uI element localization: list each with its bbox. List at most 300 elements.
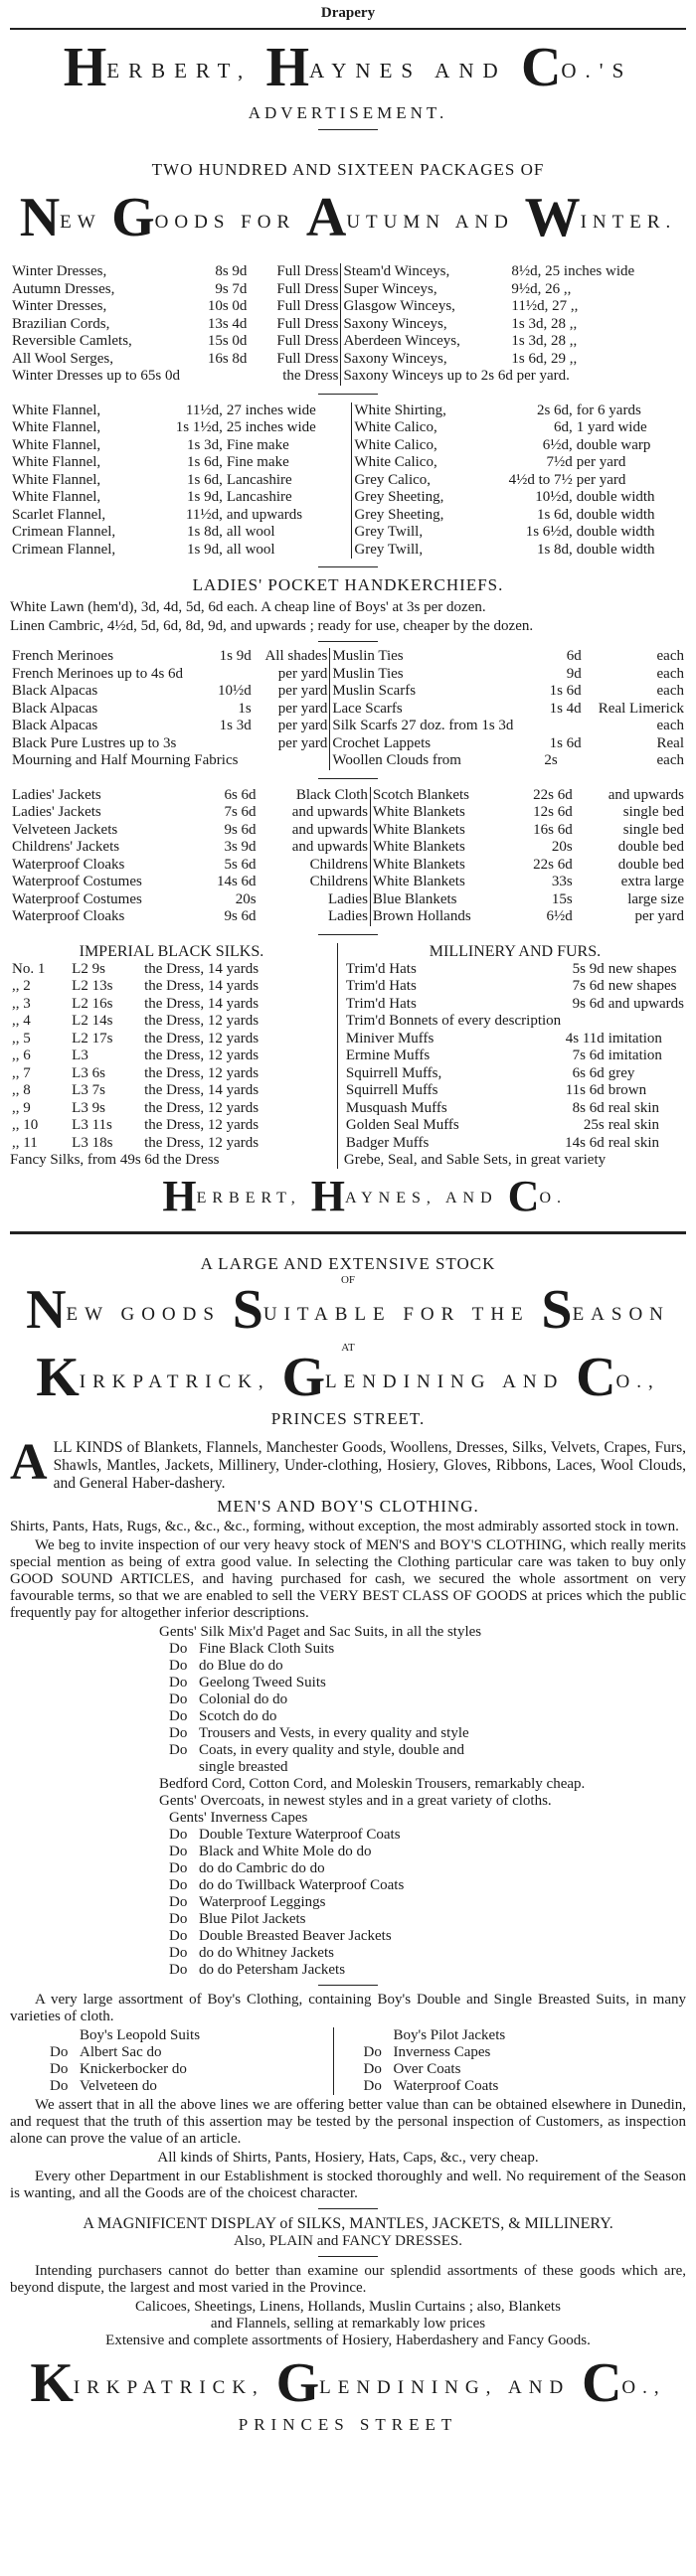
jackets-table — [10, 787, 686, 926]
cell: 1s 3d — [219, 718, 252, 733]
cell: new shapes — [608, 978, 677, 994]
cell: and upwards — [608, 995, 684, 1012]
cell: ,, 2 — [12, 978, 31, 994]
cell: 22s 6d — [533, 786, 573, 803]
section-tag: Drapery — [320, 5, 376, 21]
overcoats-line: Gents' Overcoats, in newest styles and in a great variety of cloths. — [159, 1793, 552, 1809]
list-item — [169, 1928, 686, 1945]
table-row — [344, 996, 686, 1014]
cell: 1s 8d, — [536, 541, 573, 558]
item-text: Double Breasted Beaver Jackets — [199, 1928, 392, 1944]
cell: 7½d — [546, 454, 573, 470]
table-row — [10, 298, 686, 316]
cell: Brown Hollands — [372, 908, 471, 924]
divider — [318, 2256, 378, 2257]
cell: White Flannel, — [12, 471, 101, 488]
divider — [318, 641, 378, 642]
item-text: Boy's Leopold Suits — [80, 2027, 201, 2043]
cell: extra large — [620, 874, 684, 889]
table-row — [10, 752, 686, 770]
cell: imitation — [608, 1030, 662, 1046]
cell: 1s 6d, 29 ,, — [511, 350, 578, 367]
dropcap: A — [10, 1434, 48, 1491]
table-row — [10, 281, 686, 299]
cell: Miniver Muffs — [345, 1030, 435, 1046]
table-row — [10, 857, 686, 875]
cell: and upwards — [259, 839, 371, 857]
cell: 9s 6d — [224, 821, 257, 838]
cell: the Dress, 14 yards — [144, 1082, 260, 1098]
cell: double bed — [617, 856, 684, 873]
cell: 6s 6d — [572, 1064, 605, 1081]
banner-cap: C — [581, 2352, 622, 2414]
cell: each — [656, 718, 684, 733]
signature-cap: C — [507, 1172, 540, 1220]
table-row — [10, 874, 686, 891]
cell: Ermine Muffs — [345, 1047, 431, 1063]
cell: the Dress, 14 yards — [144, 960, 260, 977]
table-row — [344, 978, 686, 996]
table-row — [10, 648, 686, 666]
millinery-column — [338, 943, 686, 1170]
cell: Squirrell Muffs, — [345, 1064, 442, 1081]
cell: Ladies — [259, 908, 371, 926]
divider — [318, 394, 378, 395]
cell: French Merinoes — [12, 648, 114, 664]
handkerchief-line: White Lawn (hem'd), 3d, 4d, 5d, 6d each. A cheap line of Boys' at 3s per dozen. — [10, 599, 486, 615]
cell: White Flannel, — [12, 454, 101, 470]
mens-paragraph: We beg to invite inspection of our very heavy stock of MEN'S and BOY'S CLOTHING, which really merits special mention as being of extra good value. In selecting the Clothing particular care was taken to buy only GOOD SOUND ARTICLES, and having purchased for cash, we secured the whole assortment on very favourable terms, so that we are enabled to sell the VERY BEST CLASS OF GOODS at prices which the public frequently pay for altogether inferior descriptions. — [10, 1537, 686, 1621]
cell: and upwards — [259, 822, 371, 840]
table-row — [10, 735, 686, 753]
banner-word: O., — [615, 1371, 660, 1392]
cell: 9d — [566, 665, 582, 682]
divider — [318, 2208, 378, 2209]
new-goods-banner — [10, 186, 686, 249]
table-row — [10, 1013, 333, 1031]
suits-list — [10, 1624, 686, 1776]
cell: Grey Sheeting, — [354, 506, 444, 523]
cell: ,, 10 — [12, 1117, 39, 1133]
table-row — [344, 1013, 686, 1031]
banner-cap: K — [36, 1347, 80, 1408]
cell: 11½d, 27 ,, — [511, 298, 579, 314]
cell: real skin — [608, 1099, 659, 1116]
cell: 9s 7d — [215, 280, 248, 297]
banner-cap: H — [265, 37, 310, 98]
list-item — [364, 2044, 647, 2061]
cell: 10½d, — [535, 489, 573, 505]
firm-end-banner — [10, 2351, 686, 2415]
cell: double width — [576, 506, 655, 523]
item-text: Blue Pilot Jackets — [199, 1911, 306, 1927]
cell: Waterproof Costumes — [12, 890, 142, 907]
banner-cap: S — [232, 1279, 263, 1341]
cell: ,, 3 — [12, 995, 31, 1012]
cell: 1s 3d, 28 ,, — [511, 315, 578, 332]
boys-left-list — [50, 2027, 334, 2095]
cell: Woollen Clouds from — [332, 752, 461, 768]
cell: 25s — [583, 1117, 605, 1133]
cell: 1s 6d, — [187, 454, 223, 470]
banner-cap: C — [520, 37, 562, 98]
newspaper-page — [10, 0, 686, 2435]
cell: each — [656, 648, 684, 664]
cell: Squirrell Muffs — [345, 1082, 438, 1098]
cell — [542, 718, 583, 735]
cell: 16s 6d — [533, 821, 573, 838]
banner-cap: C — [576, 1347, 616, 1408]
cell: L3 6s — [72, 1064, 105, 1081]
cell: Lancashire — [225, 489, 352, 507]
cell: Mourning and Half Mourning Fabrics — [10, 752, 330, 770]
list-item — [169, 1725, 686, 1742]
cell: White Blankets — [372, 856, 465, 873]
banner-cap: N — [26, 1279, 67, 1341]
cell: Super Winceys, — [343, 280, 437, 297]
cell: All shades — [254, 648, 330, 666]
cell: 2s 6d, — [536, 402, 573, 418]
cell: 14s 6d — [216, 874, 257, 889]
cell: Ladies — [259, 891, 371, 909]
cell: 7s 6d — [572, 1047, 605, 1063]
banner-word: UTUMN AND — [346, 212, 514, 233]
cell: each — [656, 665, 684, 682]
boys-paragraph: A very large assortment of Boy's Clothing, containing Boy's Double and Single Breasted Suits, in many varieties of cloth. — [10, 1992, 686, 2024]
cell: Aberdeen Winceys, — [343, 333, 460, 349]
table-row — [10, 839, 686, 857]
cell: Golden Seal Muffs — [345, 1117, 459, 1133]
millinery-last: Grebe, Seal, and Sable Sets, in great variety — [343, 1152, 607, 1168]
cell: 4s 11d — [565, 1030, 605, 1046]
table-row — [10, 1082, 333, 1100]
table-row — [10, 996, 333, 1014]
cell: L3 7s — [72, 1082, 105, 1098]
ad1-signature — [10, 1171, 686, 1221]
banner-word: OODS FOR — [154, 212, 296, 233]
street-label: PRINCES STREET. — [270, 1409, 426, 1428]
cell: Trim'd Bonnets of every description — [345, 1013, 562, 1029]
cell: 1s 9d, — [187, 489, 223, 505]
banner-word: UITABLE FOR THE — [262, 1304, 530, 1325]
cell: Lace Scarfs — [332, 700, 403, 717]
banner-cap: H — [63, 37, 107, 98]
cell: 1s 6½d, — [525, 524, 573, 540]
cell: Full Dress — [249, 298, 341, 316]
banner-cap: W — [524, 187, 581, 248]
ditto-mark: Do — [169, 1860, 188, 1876]
cell: 25 inches wide — [225, 419, 352, 437]
cell: Blue Blankets — [372, 890, 457, 907]
ditto-mark: Do — [169, 1877, 188, 1893]
also-line: Also, PLAIN and FANCY DRESSES. — [233, 2233, 463, 2249]
cell: Full Dress — [249, 316, 341, 334]
cell: White Blankets — [372, 804, 465, 820]
cell: Crimean Flannel, — [12, 524, 116, 540]
handkerchiefs-heading: LADIES' POCKET HANDKERCHIEFS. — [192, 575, 504, 594]
item-text: Double Texture Waterproof Coats — [199, 1827, 401, 1843]
list-item — [364, 2027, 647, 2044]
shirts-line: All kinds of Shirts, Pants, Hosiery, Hats, Caps, &c., very cheap. — [157, 2150, 539, 2166]
banner-word: EW GOODS — [66, 1304, 221, 1325]
ditto-mark: Do — [169, 1691, 188, 1707]
cell: 1s 6d, — [187, 471, 223, 488]
packages-heading: TWO HUNDRED AND SIXTEEN PACKAGES OF — [151, 160, 545, 179]
cell: Childrens — [259, 857, 371, 875]
cell: White Calico, — [354, 419, 437, 435]
of-label: OF — [340, 1274, 356, 1286]
cell: per yard — [254, 683, 330, 701]
cell: double width — [576, 524, 655, 540]
item-text: Geelong Tweed Suits — [199, 1675, 326, 1690]
street-end-label: PRINCES STREET — [238, 2415, 458, 2434]
list-item — [169, 1742, 686, 1759]
cell: Fine make — [225, 454, 352, 472]
new-goods-suitable-banner — [10, 1278, 686, 1342]
cell: brown — [608, 1082, 647, 1098]
cell: Grey Sheeting, — [354, 489, 444, 505]
cell: Black Alpacas — [12, 700, 98, 717]
firm-banner — [10, 1346, 686, 1409]
table-row — [10, 351, 686, 369]
merinos-table — [10, 648, 686, 770]
divider — [10, 1231, 686, 1234]
table-row — [10, 368, 686, 386]
list-item — [169, 1691, 686, 1708]
cell: 11½d, — [185, 402, 223, 418]
millinery-table — [344, 961, 686, 1153]
cell: White Flannel, — [12, 402, 101, 418]
cell: White Calico, — [354, 454, 437, 470]
cell: 9s 6d — [224, 908, 257, 924]
banner-word: O.'S — [561, 59, 633, 82]
item-text: Trousers and Vests, in every quality and style — [199, 1725, 469, 1741]
cell: 5s 6d — [224, 856, 257, 873]
table-row — [10, 333, 686, 351]
table-row — [344, 1100, 686, 1118]
cell: Ladies' Jackets — [12, 804, 101, 820]
divider — [318, 778, 378, 779]
banner-cap: K — [30, 2352, 74, 2414]
millinery-heading: MILLINERY AND FURS. — [429, 942, 602, 960]
cell: real skin — [608, 1134, 659, 1151]
cell: L3 18s — [72, 1134, 113, 1151]
list-item — [169, 1827, 686, 1844]
cell: the Dress, 12 yards — [144, 1117, 260, 1133]
cell: ,, 5 — [12, 1030, 31, 1046]
cell: single bed — [622, 821, 684, 838]
cell: and upwards — [225, 507, 352, 525]
cell: 1s 9d, — [187, 541, 223, 558]
cell: Crimean Flannel, — [12, 541, 116, 558]
table-row — [10, 472, 686, 490]
cell: the Dress, 14 yards — [144, 995, 260, 1012]
table-row — [10, 1100, 333, 1118]
cell: L2 17s — [72, 1030, 113, 1046]
cell: and upwards — [259, 804, 371, 822]
cell: each — [656, 752, 684, 768]
cell: 1s 6d — [549, 683, 582, 699]
banner-word: INTER. — [580, 212, 677, 233]
banner-word: O., — [621, 2377, 666, 2398]
cell: 16s 8d — [207, 350, 248, 367]
banner-word: LENDINING, AND — [319, 2377, 571, 2398]
table-row — [10, 524, 686, 542]
cell: the Dress — [249, 368, 341, 386]
banner-word: ERBERT, — [106, 59, 253, 82]
cell: 1s 8d, — [187, 524, 223, 540]
divider — [318, 566, 378, 567]
item-text: Scotch do do — [199, 1708, 277, 1724]
cell: Childrens' Jackets — [12, 839, 120, 855]
cell: Winter Dresses, — [12, 298, 107, 314]
cell: 10½d — [217, 683, 252, 699]
cell: the Dress, 12 yards — [144, 1030, 260, 1046]
banner-word: LENDINING AND — [325, 1371, 565, 1392]
table-row — [344, 1135, 686, 1153]
cell: 6s 6d — [224, 786, 257, 803]
item-text: Waterproof Coats — [393, 2078, 499, 2094]
cell: White Flannel, — [12, 489, 101, 505]
cell: L3 — [72, 1047, 88, 1063]
cell: 15s — [551, 890, 573, 907]
cell: Grey Twill, — [354, 524, 424, 540]
signature-cap: H — [162, 1172, 197, 1220]
cell: 1s 9d — [219, 648, 252, 664]
cell: 7s 6d — [572, 978, 605, 994]
list-item — [50, 2044, 333, 2061]
ditto-mark: Do — [169, 1928, 188, 1944]
cell: Musquash Muffs — [345, 1099, 447, 1116]
cell: per yard — [254, 718, 330, 735]
table-row — [344, 961, 686, 979]
cell: Childrens — [259, 874, 371, 891]
item-text: do do Cambric do do — [199, 1860, 325, 1876]
cell: Saxony Winceys, — [343, 350, 447, 367]
cell: White Shirting, — [354, 402, 446, 418]
ditto-mark: Do — [50, 2078, 69, 2094]
ditto-mark: Do — [50, 2044, 69, 2060]
dresses-table — [10, 263, 686, 386]
banner-word: IRKPATRICK, — [79, 1371, 270, 1392]
handkerchief-line: Linen Cambric, 4½d, 5d, 6d, 8d, 9d, and upwards ; ready for use, cheaper by the dozen. — [10, 618, 534, 634]
cell: ,, 8 — [12, 1082, 31, 1098]
list-item — [364, 2061, 647, 2078]
cell: Winter Dresses up to 65s 0d — [12, 368, 180, 384]
list-item — [169, 1911, 686, 1928]
table-row — [344, 1065, 686, 1083]
table-row — [344, 1082, 686, 1100]
cell: 3s 9d — [224, 839, 257, 855]
capes-list — [10, 1810, 686, 1979]
cell: 1s 1½d, — [175, 419, 223, 435]
cell: 6d — [566, 648, 582, 664]
cell: 1s 3d, — [187, 436, 223, 453]
signature-word: O. — [539, 1190, 567, 1207]
silks-table — [10, 961, 333, 1153]
display-line: A MAGNIFICENT DISPLAY of SILKS, MANTLES, JACKETS, & MILLINERY. — [83, 2215, 613, 2232]
cell: Waterproof Cloaks — [12, 856, 125, 873]
ditto-mark: Do — [169, 1911, 188, 1927]
item-text: Colonial do do — [199, 1691, 288, 1707]
cell: Velveteen Jackets — [12, 821, 118, 838]
banner-cap: S — [541, 1279, 573, 1341]
cell: 8½d, 25 inches wide — [511, 263, 635, 279]
list-item — [169, 1675, 686, 1691]
table-row — [10, 1117, 333, 1135]
cell: Full Dress — [249, 333, 341, 351]
item-text: Waterproof Leggings — [199, 1894, 326, 1910]
flannels-line: and Flannels, selling at remarkably low prices — [210, 2316, 486, 2332]
cell: Real Limerick — [598, 700, 684, 717]
banner-word: EASON — [572, 1304, 670, 1325]
cell: 1s — [238, 700, 252, 717]
item-text: Coats, in every quality and style, double and — [199, 1742, 465, 1758]
suits-heading: Gents' Silk Mix'd Paget and Sac Suits, in all the styles — [159, 1624, 482, 1640]
cell: per yard — [576, 454, 626, 470]
cell: White Flannel, — [12, 436, 101, 453]
table-row — [10, 718, 686, 735]
cell: 12s 6d — [533, 804, 573, 820]
cell: the Dress, 12 yards — [144, 1013, 260, 1029]
cell: 9½d, 26 ,, — [511, 280, 572, 297]
cell: L2 9s — [72, 960, 105, 977]
kinds-text: LL KINDS of Blankets, Flannels, Manchester Goods, Woollens, Dresses, Silks, Velvets, Crapes, Furs, Shawls, Mantles, Jackets, Millinery, Under-clothing, Hosiery, Gloves, Ribbons, Laces, Wool Clouds, and General Haber-dashery. — [53, 1439, 686, 1492]
cell: 20s — [551, 839, 573, 855]
cell: Saxony Winceys up to 2s 6d per yard. — [343, 368, 570, 384]
cell: per yard — [576, 471, 626, 488]
cell: ,, 11 — [12, 1134, 38, 1151]
cell: single bed — [622, 804, 684, 820]
cell: 20s — [235, 890, 257, 907]
flannels-table — [10, 402, 686, 560]
cell: Winter Dresses, — [12, 263, 107, 279]
cell: 27 inches wide — [225, 402, 352, 420]
signature-word: AYNES, AND — [345, 1190, 498, 1207]
cell: Autumn Dresses, — [12, 280, 115, 297]
ditto-mark: Do — [363, 2061, 382, 2077]
list-item — [169, 1962, 686, 1979]
item-text: Boy's Pilot Jackets — [393, 2027, 506, 2043]
list-item — [169, 1844, 686, 1860]
cell: Real — [656, 734, 684, 751]
cell: 11½d, — [185, 506, 223, 523]
list-item — [169, 1641, 686, 1658]
table-row — [10, 1031, 333, 1048]
table-row — [10, 891, 686, 909]
cell: ,, 7 — [12, 1064, 31, 1081]
ditto-mark: Do — [169, 1725, 188, 1741]
silks-heading: IMPERIAL BLACK SILKS. — [79, 942, 264, 960]
cell: 5s 9d — [572, 960, 605, 977]
cell: Muslin Scarfs — [332, 683, 417, 699]
cell: Badger Muffs — [345, 1134, 430, 1151]
table-row — [10, 402, 686, 420]
ditto-mark: Do — [169, 1641, 188, 1657]
cell: all wool — [225, 542, 352, 560]
table-row — [10, 787, 686, 805]
cell: 13s 4d — [207, 315, 248, 332]
silks-millinery-block — [10, 943, 686, 1170]
advertisement-label: ADVERTISEMENT. — [248, 103, 448, 122]
cell: per yard — [254, 701, 330, 719]
cell: 6½d, — [542, 436, 573, 453]
table-row — [10, 419, 686, 437]
cell: Lancashire — [225, 472, 352, 490]
calicoes-line: Calicoes, Sheetings, Linens, Hollands, Muslin Curtains ; also, Blankets — [135, 2299, 561, 2315]
cell: each — [656, 683, 684, 699]
extensive-line: Extensive and complete assortments of Hosiery, Haberdashery and Fancy Goods. — [105, 2333, 591, 2348]
